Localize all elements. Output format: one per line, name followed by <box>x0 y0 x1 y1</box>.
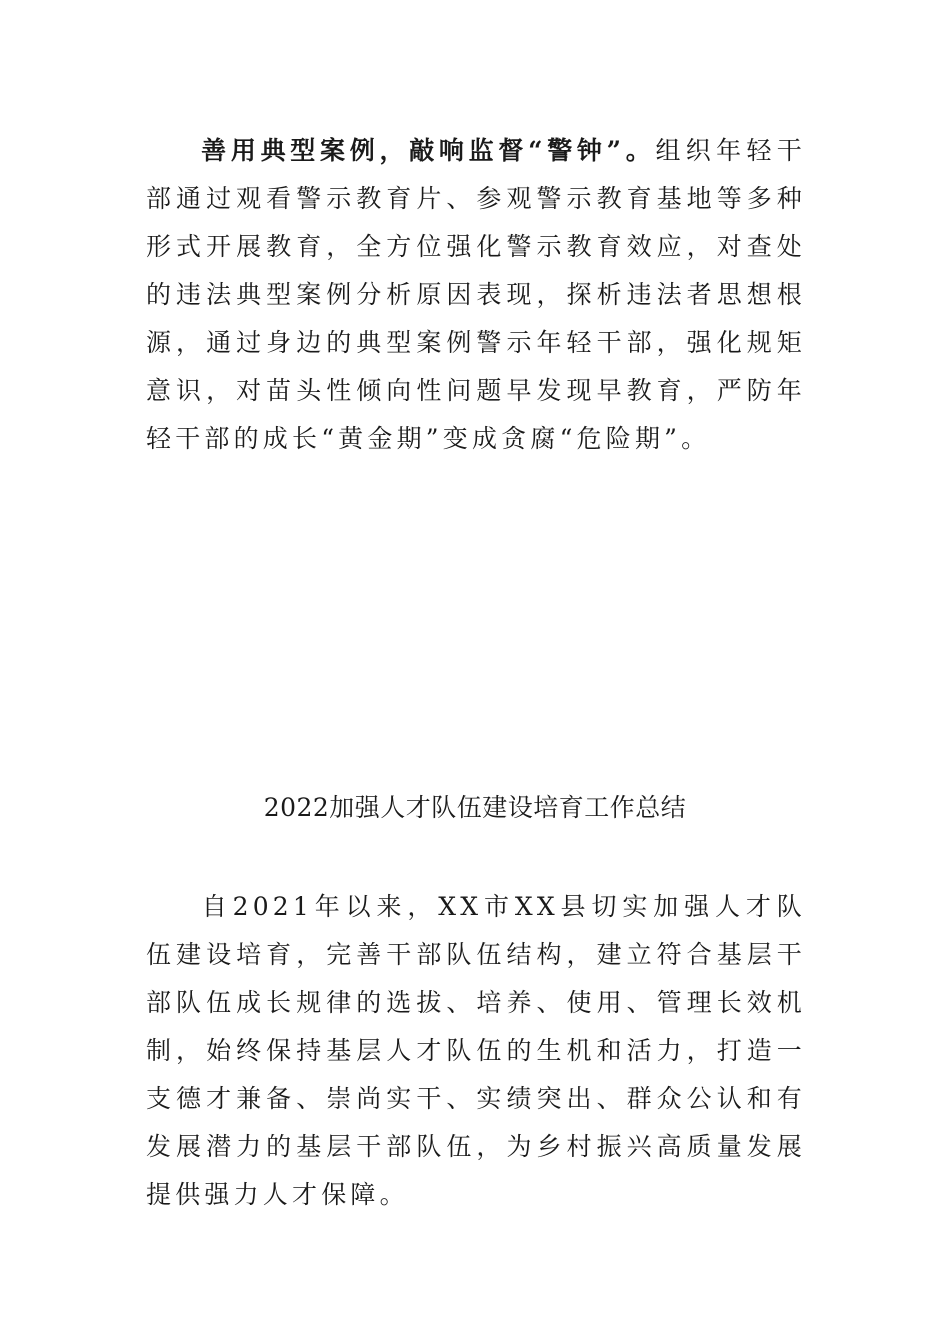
paragraph-lead-sentence: 善用典型案例，敲响监督“警钟”。 <box>200 136 656 165</box>
article-title: 2022加强人才队伍建设培育工作总结 <box>263 793 687 822</box>
warning-education-paragraph <box>146 127 806 463</box>
article-intro-text: 自2021年以来，XX市XX县切实加强人才队伍建设培育，完善干部队伍结构，建立符合基层干部队伍成长规律的选拔、培养、使用、管理长效机制，始终保持基层人才队伍的生机和活力，打造一支德才兼备、崇尚实干、实绩突出、群众公认和有发展潜力的基层干部队伍，为乡村振兴高质量发展提供强力人才保障。 <box>146 892 806 1209</box>
paragraph-body-text: 组织年轻干部通过观看警示教育片、参观警示教育基地等多种形式开展教育，全方位强化警示教育效应，对查处的违法典型案例分析原因表现，探析违法者思想根源，通过身边的典型案例警示年轻干部，强化规矩意识，对苗头性倾向性问题早发现早教育，严防年轻干部的成长“黄金期”变成贪腐“危险期”。 <box>146 136 806 453</box>
article-intro-paragraph <box>146 883 806 1219</box>
